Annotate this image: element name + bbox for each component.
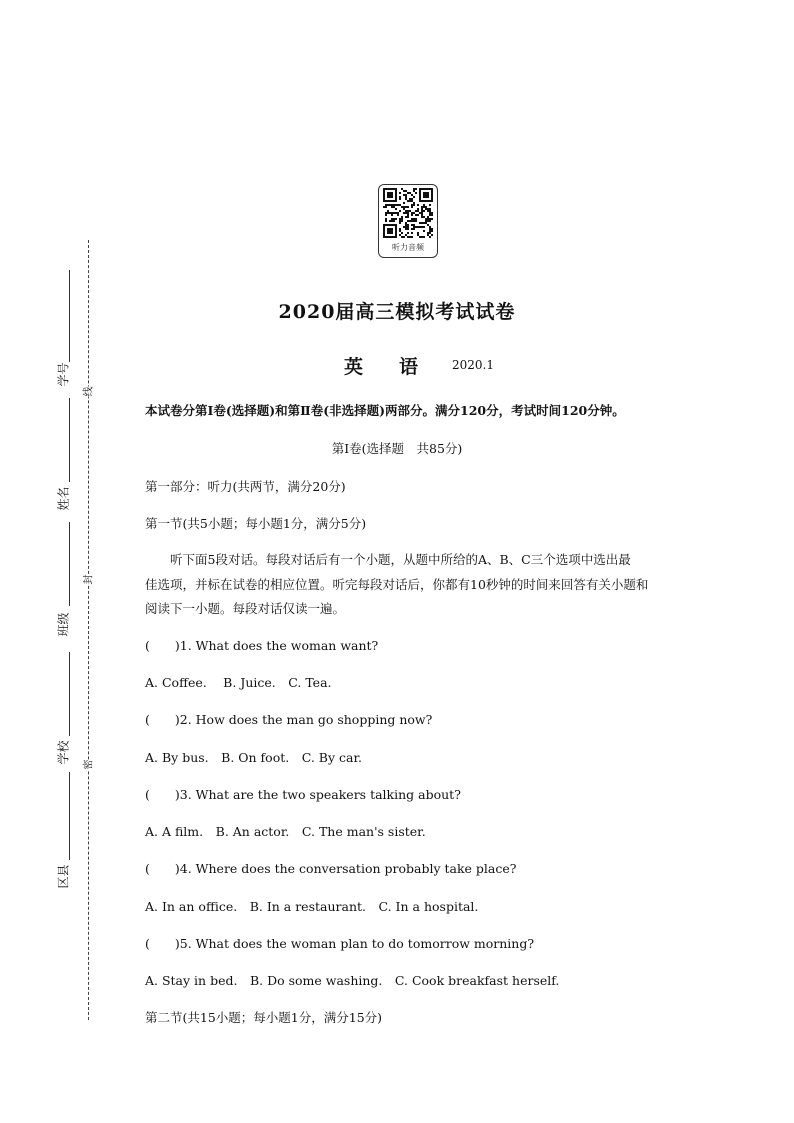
binding-mark-seal: 封 [78,575,97,585]
school-label: 学校 [56,740,71,765]
qr-code-card[interactable] [378,184,438,258]
name-label: 姓名 [56,486,71,511]
question-4-options: A. In an office. B. In a restaurant. C. In a hospital. [145,899,479,914]
section-1-title: 第一部分：听力(共两节，满分20分) [145,479,346,494]
question-1-options: A. Coffee. B. Juice. C. Tea. [145,675,332,690]
question-5: ( )5. What does the woman plan to do tomorrow morning? [145,936,535,951]
binding-mark-line: 线 [78,387,97,397]
question-4: ( )4. Where does the conversation probably take place? [145,861,517,876]
question-2-options: A. By bus. B. On foot. C. By car. [145,750,363,765]
question-1: ( )1. What does the woman want? [145,638,379,653]
instruction-line: 听下面5段对话。每段对话后有一个小题，从题中所给的A、B、C三个选项中选出最 [145,552,631,567]
instruction-line: 阅读下一小题。每段对话仅读一遍。 [145,601,346,616]
question-5-options: A. Stay in bed. B. Do some washing. C. Cook breakfast herself. [145,973,560,988]
district-label: 区县 [56,864,71,889]
district-rule [69,772,70,860]
section-1-subheading: 第一节(共5小题；每小题1分，满分5分) [145,516,367,531]
student-id-rule [69,270,70,362]
class-rule [69,522,70,606]
exam-date: 2020.1 [452,358,494,372]
question-2: ( )2. How does the man go shopping now? [145,712,433,727]
subject-char-1: 英 [344,356,364,378]
instruction-line: 佳选项，并标在试卷的相应位置。听完每段对话后，你都有10秒钟的时间来回答有关小题和 [145,576,649,592]
binding-dashed-line [88,240,89,1020]
qr-code-icon [383,188,433,238]
binding-mark-secret: 密 [78,760,97,770]
subject-char-2: 语 [399,356,419,378]
exam-title: 2020届高三模拟考试试卷 [278,301,516,323]
listening-instructions [145,548,685,622]
name-rule [69,398,70,482]
qr-caption: 听力音频 [392,243,424,252]
class-label: 班级 [56,612,71,637]
section-2-subheading: 第二节(共15小题；每小题1分，满分15分) [145,1010,383,1025]
part-1-heading: 第Ⅰ卷(选择题 共85分) [331,441,463,456]
subject-title [344,352,418,379]
question-3: ( )3. What are the two speakers talking about? [145,787,461,802]
school-rule [69,652,70,736]
exam-intro: 本试卷分第Ⅰ卷(选择题)和第Ⅱ卷(非选择题)两部分。满分120分，考试时间120分钟。 [145,403,625,418]
question-3-options: A. A film. B. An actor. C. The man's sister. [145,824,426,839]
student-id-label: 学号 [56,362,71,387]
